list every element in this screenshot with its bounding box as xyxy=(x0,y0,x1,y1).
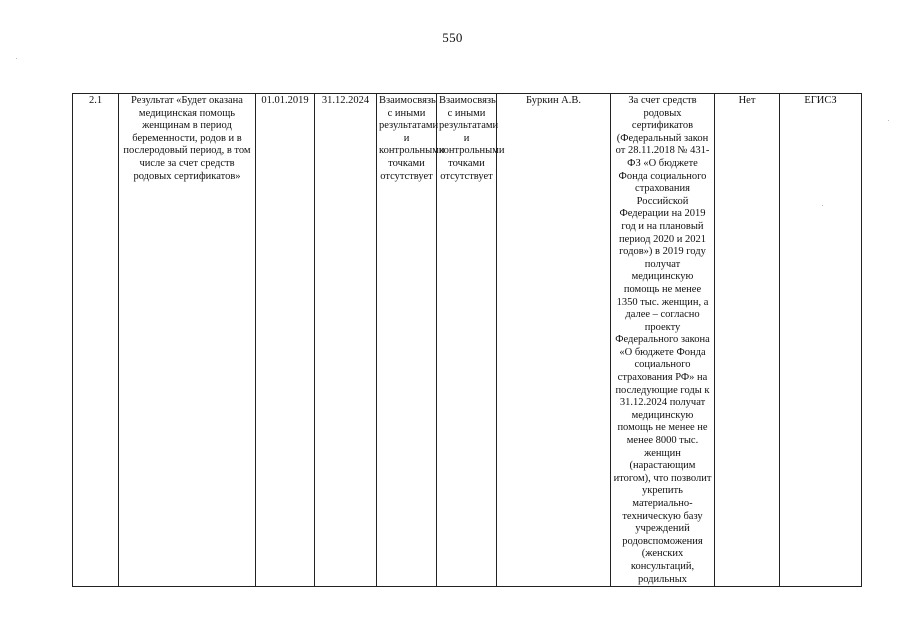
relation-cell-2: Взаимосвязь с иными результатами и контрольными точками отсутствует xyxy=(437,94,497,587)
result-name-cell: Результат «Будет оказана медицинская помощь женщинам в период беременности, родов и в послеродовый период, в том числе за счет средств родовых сертификатов» xyxy=(119,94,256,587)
end-date-cell: 31.12.2024 xyxy=(315,94,377,587)
scan-speck xyxy=(888,120,889,121)
flag-cell: Нет xyxy=(715,94,780,587)
plan-table xyxy=(72,93,862,587)
table-row xyxy=(73,94,862,587)
start-date-cell: 01.01.2019 xyxy=(256,94,315,587)
page-number: 550 xyxy=(442,30,463,45)
system-cell: ЕГИСЗ xyxy=(780,94,862,587)
row-number-cell: 2.1 xyxy=(73,94,119,587)
responsible-cell: Буркин А.В. xyxy=(497,94,611,587)
description-cell: За счет средств родовых сертификатов (Федеральный закон от 28.11.2018 № 431-ФЗ «О бюджете Фонда социального страхования Российской Федерации на 2019 год и на плановый период 2020 и 2021 годов») в 2019 году получат медицинскую помощь не менее 1350 тыс. женщин, а далее – согласно проекту Федерального закона «О бюджете Фонда социального страхования РФ» на последующие годы к 31.12.2024 получат медицинскую помощь не менее не менее 8000 тыс. женщин (нарастающим итогом), что позволит укрепить материально-техническую базу учреждений родовспоможения (женских консультаций, родильных xyxy=(611,94,715,587)
relation-cell-1: Взаимосвязь с иными результатами и контрольными точками отсутствует xyxy=(377,94,437,587)
scan-speck xyxy=(822,205,823,206)
scan-speck xyxy=(16,58,17,59)
